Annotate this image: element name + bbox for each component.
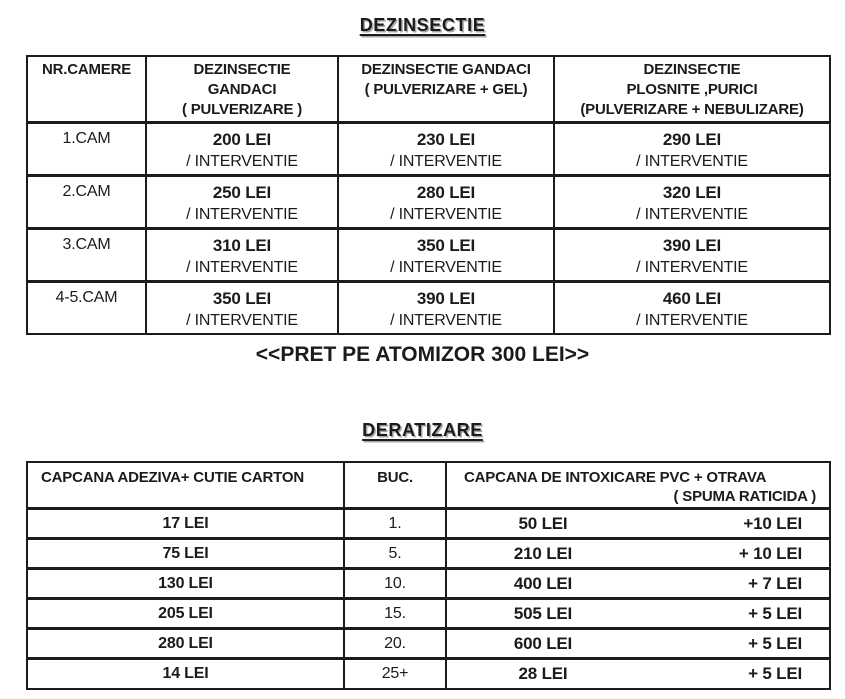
col-header-plosnite-purici: DEZINSECTIE PLOSNITE ,PURICI (PULVERIZARE + NEBULIZARE) xyxy=(554,56,830,123)
price-cell xyxy=(554,229,830,282)
price-unit: / INTERVENTIE xyxy=(186,153,298,170)
price-unit: / INTERVENTIE xyxy=(636,206,748,223)
price-value: 280 LEI xyxy=(416,183,476,202)
price-unit: / INTERVENTIE xyxy=(636,312,748,329)
capcana-pvc-cell xyxy=(446,509,830,539)
atomizor-note: <<PRET PE ATOMIZOR 300 LEI>> xyxy=(255,343,590,366)
pvc-price: 505 LEI xyxy=(513,603,573,623)
table-row xyxy=(27,176,830,229)
deratizare-header-row xyxy=(27,462,830,509)
buc-cell: 20. xyxy=(344,629,446,659)
capcana-adeziva-cell: 205 LEI xyxy=(27,599,344,629)
buc-cell: 5. xyxy=(344,539,446,569)
table-row xyxy=(27,282,830,335)
col-header-capcana-adeziva: CAPCANA ADEZIVA+ CUTIE CARTON xyxy=(27,462,344,509)
price-unit: / INTERVENTIE xyxy=(390,259,502,276)
camere-cell: 3.CAM xyxy=(27,229,146,282)
spuma-price: + 10 LEI xyxy=(738,543,802,563)
dezinsectie-header-row xyxy=(27,56,830,123)
dezinsectie-title: DEZINSECTIE xyxy=(359,15,486,35)
col-header-capcana-pvc: CAPCANA DE INTOXICARE PVC + OTRAVA ( SPUMA RATICIDA ) xyxy=(446,462,830,509)
spuma-price: + 5 LEI xyxy=(748,603,802,623)
dezinsectie-table xyxy=(26,55,831,335)
capcana-pvc-cell xyxy=(446,569,830,599)
price-cell xyxy=(554,176,830,229)
buc-cell: 10. xyxy=(344,569,446,599)
capcana-pvc-cell xyxy=(446,629,830,659)
price-unit: / INTERVENTIE xyxy=(636,259,748,276)
price-value: 350 LEI xyxy=(416,236,476,255)
capcana-adeziva-cell: 14 LEI xyxy=(27,659,344,689)
price-cell xyxy=(338,229,554,282)
price-unit: / INTERVENTIE xyxy=(186,206,298,223)
price-cell xyxy=(146,229,338,282)
pvc-price: 400 LEI xyxy=(513,573,573,593)
price-value: 390 LEI xyxy=(416,289,476,308)
deratizare-title: DERATIZARE xyxy=(362,420,483,440)
capcana-adeziva-cell: 130 LEI xyxy=(27,569,344,599)
price-cell xyxy=(554,123,830,176)
table-row xyxy=(27,509,830,539)
col-header-gandaci-pulverizare-gel: DEZINSECTIE GANDACI ( PULVERIZARE + GEL) xyxy=(338,56,554,123)
price-cell xyxy=(146,123,338,176)
table-row xyxy=(27,659,830,689)
price-cell xyxy=(146,176,338,229)
price-cell xyxy=(338,123,554,176)
price-unit: / INTERVENTIE xyxy=(186,312,298,329)
price-unit: / INTERVENTIE xyxy=(390,312,502,329)
table-row xyxy=(27,539,830,569)
pvc-price: 600 LEI xyxy=(513,633,573,653)
price-cell xyxy=(146,282,338,335)
buc-cell: 15. xyxy=(344,599,446,629)
capcana-pvc-cell xyxy=(446,599,830,629)
pvc-price: 50 LEI xyxy=(518,513,568,533)
camere-cell: 2.CAM xyxy=(27,176,146,229)
camere-cell: 4-5.CAM xyxy=(27,282,146,335)
spuma-price: + 5 LEI xyxy=(748,663,802,683)
spuma-price: + 7 LEI xyxy=(748,573,802,593)
price-value: 320 LEI xyxy=(662,183,722,202)
camere-cell: 1.CAM xyxy=(27,123,146,176)
price-unit: / INTERVENTIE xyxy=(390,206,502,223)
deratizare-table xyxy=(26,461,831,690)
price-cell xyxy=(338,176,554,229)
col-header-gandaci-pulverizare: DEZINSECTIE GANDACI ( PULVERIZARE ) xyxy=(146,56,338,123)
capcana-pvc-cell xyxy=(446,539,830,569)
col-header-buc: BUC. xyxy=(344,462,446,509)
pvc-price: 28 LEI xyxy=(518,663,568,683)
capcana-adeziva-cell: 280 LEI xyxy=(27,629,344,659)
table-row xyxy=(27,629,830,659)
capcana-adeziva-cell: 75 LEI xyxy=(27,539,344,569)
table-row xyxy=(27,569,830,599)
table-row xyxy=(27,599,830,629)
price-cell xyxy=(554,282,830,335)
price-value: 390 LEI xyxy=(662,236,722,255)
price-value: 250 LEI xyxy=(212,183,272,202)
buc-cell: 1. xyxy=(344,509,446,539)
col-header-nr-camere: NR.CAMERE xyxy=(27,56,146,123)
capcana-adeziva-cell: 17 LEI xyxy=(27,509,344,539)
price-unit: / INTERVENTIE xyxy=(636,153,748,170)
price-value: 290 LEI xyxy=(662,130,722,149)
capcana-pvc-cell xyxy=(446,659,830,689)
price-value: 350 LEI xyxy=(212,289,272,308)
price-value: 460 LEI xyxy=(662,289,722,308)
price-value: 310 LEI xyxy=(212,236,272,255)
pvc-price: 210 LEI xyxy=(513,543,573,563)
price-value: 230 LEI xyxy=(416,130,476,149)
price-value: 200 LEI xyxy=(212,130,272,149)
buc-cell: 25+ xyxy=(344,659,446,689)
price-unit: / INTERVENTIE xyxy=(186,259,298,276)
spuma-price: + 5 LEI xyxy=(748,633,802,653)
price-cell xyxy=(338,282,554,335)
table-row xyxy=(27,123,830,176)
table-row xyxy=(27,229,830,282)
spuma-price: +10 LEI xyxy=(743,513,802,533)
price-unit: / INTERVENTIE xyxy=(390,153,502,170)
